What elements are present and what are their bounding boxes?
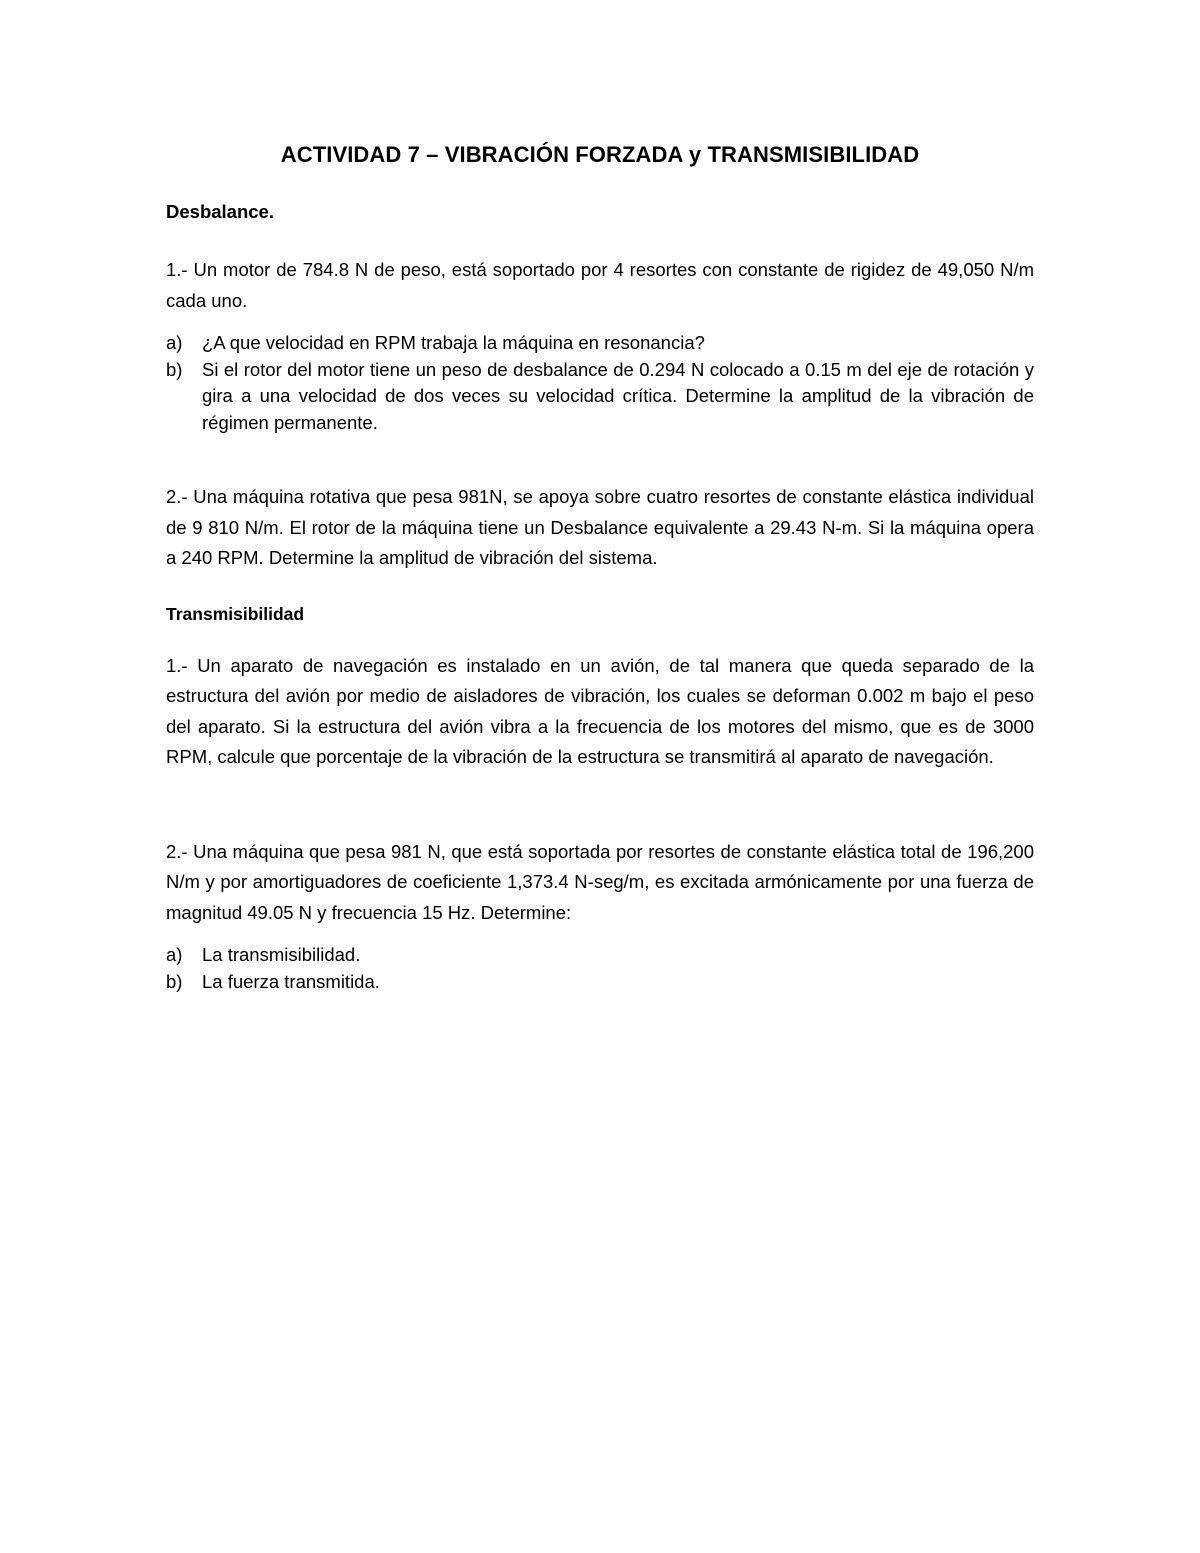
page-title: ACTIVIDAD 7 – VIBRACIÓN FORZADA y TRANSMISIBILIDAD — [280, 142, 920, 167]
list-item — [166, 330, 1034, 357]
list-item-text: La fuerza transmitida. — [202, 970, 380, 992]
list-item — [166, 969, 1034, 996]
transmisibilidad-problem-2-items — [166, 942, 1034, 995]
list-marker: a) — [166, 332, 183, 353]
document-content — [166, 142, 1034, 995]
transmisibilidad-problem-2: 2.- Una máquina que pesa 981 N, que está soportada por resortes de constante elástica total de 196,200 N/m y por amortiguadores de coeficiente 1,373.4 N-seg/m, es excitada armónicamente por una fuerza de magnitud 49.05 N y frecuencia 15 Hz. Determine: — [166, 840, 1034, 923]
spacer — [166, 773, 1034, 837]
section-heading-transmisibilidad: Transmisibilidad — [166, 603, 305, 624]
list-item — [166, 942, 1034, 969]
list-item — [166, 357, 1034, 437]
desbalance-problem-2: 2.- Una máquina rotativa que pesa 981N, se apoya sobre cuatro resortes de constante elástica individual de 9 810 N/m. El rotor de la máquina tiene un Desbalance equivalente a 29.43 N-m. Si la máquina opera a 240 RPM. Determine la amplitud de vibración del sistema. — [166, 486, 1034, 568]
list-marker: b) — [166, 970, 183, 992]
list-marker: b) — [166, 358, 183, 380]
spacer — [166, 436, 1034, 482]
list-item-text: Si el rotor del motor tiene un peso de desbalance de 0.294 N colocado a 0.15 m del eje de rotación y gira a una velocidad de dos veces su velocidad crítica. Determine la amplitud de la vibración de régimen permanente. — [202, 358, 1034, 433]
desbalance-problem-1-items — [166, 330, 1034, 436]
desbalance-problem-1: 1.- Un motor de 784.8 N de peso, está soportado por 4 resortes con constante de rigidez de 49,050 N/m cada uno. — [166, 259, 1034, 311]
list-item-text: La transmisibilidad. — [202, 944, 361, 965]
list-marker: a) — [166, 944, 183, 965]
transmisibilidad-problem-1: 1.- Un aparato de navegación es instalado en un avión, de tal manera que queda separado de la estructura del avión por medio de aisladores de vibración, los cuales se deforman 0.002 m bajo el peso del aparato. Si la estructura del avión vibra a la frecuencia de los motores del mismo, que es de 3000 RPM, calcule que porcentaje de la vibración de la estructura se transmitirá al aparato de navegación. — [166, 654, 1034, 767]
section-heading-desbalance: Desbalance. — [166, 201, 274, 222]
list-item-text: ¿A que velocidad en RPM trabaja la máquina en resonancia? — [202, 332, 705, 353]
